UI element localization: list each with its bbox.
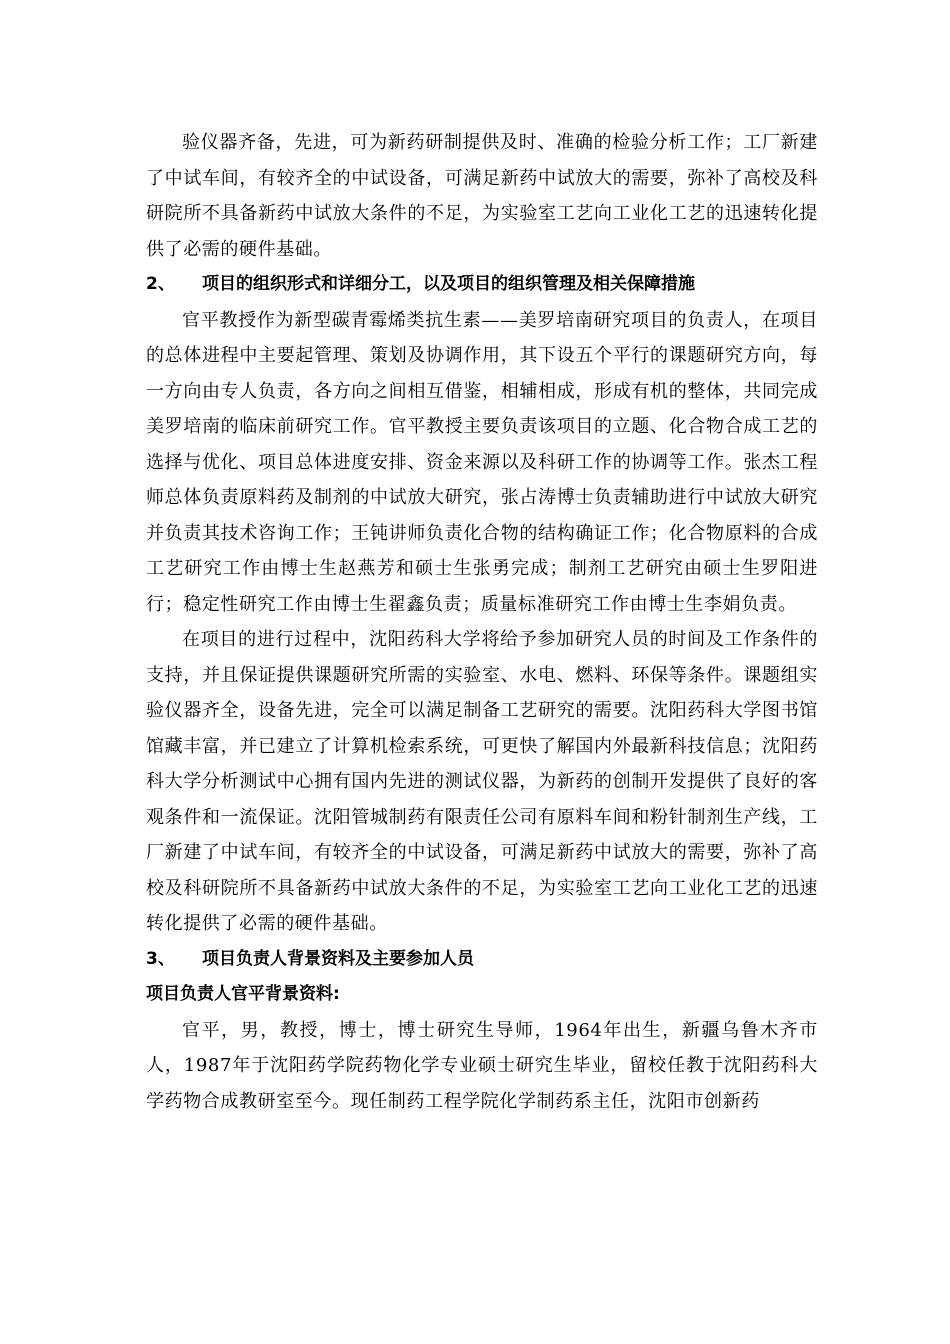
paragraph-leader-background: 官平，男，教授，博士，博士研究生导师，1964年出生，新疆乌鲁木齐市人，1987年于沈阳药学院药物化学专业硕士研究生毕业，留校任教于沈阳药科大学药物合成教研室至今。现任制药工程学院化学制药系主任，沈阳市创新药	[146, 1019, 818, 1112]
paragraph-project-organization: 官平教授作为新型碳青霉烯类抗生素——美罗培南研究项目的负责人，在项目的总体进程中主要起管理、策划及协调作用，其下设五个平行的课题研究方向，每一方向由专人负责，各方向之间相互借鉴，相辅相成，形成有机的整体，共同完成美罗培南的临床前研究工作。官平教授主要负责该项目的立题、化合物合成工艺的选择与优化、项目总体进度安排、资金来源以及科研工作的协调等工作。张杰工程师总体负责原料药及制剂的中试放大研究，张占涛博士负责辅助进行中试放大研究并负责其技术咨询工作；王钝讲师负责化合物的结构确证工作；化合物原料的合成工艺研究工作由博士生赵燕芳和硕士生张勇完成；制剂工艺研究由硕士生罗阳进行；稳定性研究工作由博士生翟鑫负责；质量标准研究工作由博士生李娟负责。	[146, 309, 818, 615]
section-number: 2、	[146, 274, 175, 294]
leader-background-heading: 项目负责人官平背景资料:	[146, 984, 340, 1004]
section-title: 项目的组织形式和详细分工，以及项目的组织管理及相关保障措施	[202, 274, 695, 294]
section-title: 项目负责人背景资料及主要参加人员	[202, 948, 474, 969]
paragraph-project-support: 在项目的进行过程中，沈阳药科大学将给予参加研究人员的时间及工作条件的支持，并且保证提供课题研究所需的实验室、水电、燃料、环保等条件。课题组实验仪器齐全，设备先进，完全可以满足制备工艺研究的需要。沈阳药科大学图书馆馆藏丰富，并已建立了计算机检索系统，可更快了解国内外最新科技信息；沈阳药科大学分析测试中心拥有国内先进的测试仪器，为新药的创制开发提供了良好的客观条件和一流保证。沈阳管城制药有限责任公司有原料车间和粉针制剂生产线，工厂新建了中试车间，有较齐全的中试设备，可满足新药中试放大的需要，弥补了高校及科研院所不具备新药中试放大条件的不足，为实验室工艺向工业化工艺的迅速转化提供了必需的硬件基础。	[146, 629, 818, 934]
document-body	[146, 125, 818, 1119]
section-heading-2	[146, 267, 818, 303]
section-number: 3、	[146, 948, 175, 969]
paragraph-lab-facilities: 验仪器齐备，先进，可为新药研制提供及时、准确的检验分析工作；工厂新建了中试车间，有较齐全的中试设备，可满足新药中试放大的需要，弥补了高校及科研院所不具备新药中试放大条件的不足，为实验室工艺向工业化工艺的迅速转化提供了必需的硬件基础。	[146, 132, 818, 260]
section-heading-3	[146, 942, 818, 978]
